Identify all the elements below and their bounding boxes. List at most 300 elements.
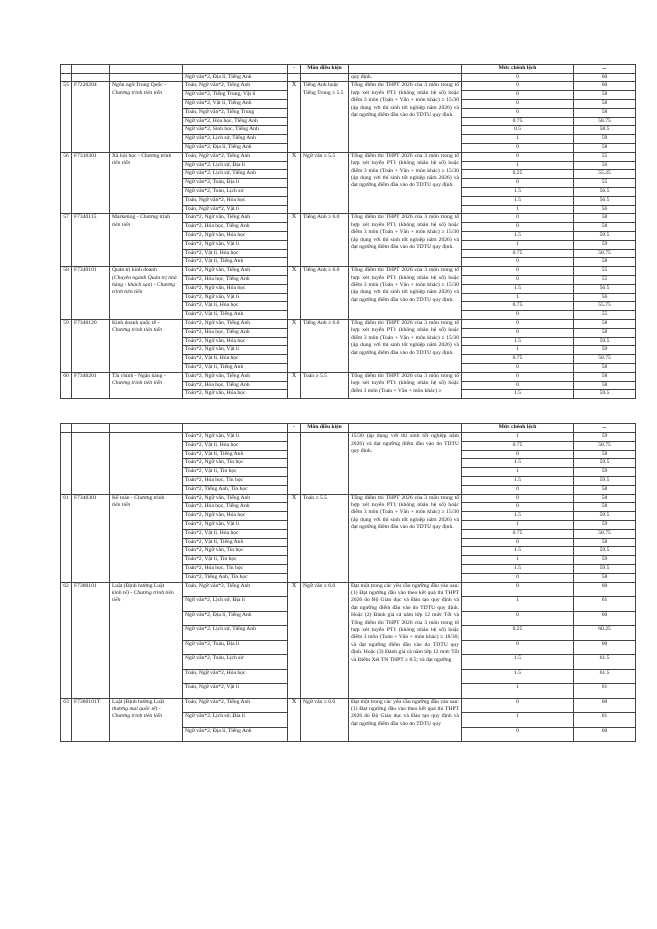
diem-cell: 60 (574, 640, 636, 655)
chenh-lech-cell: 1.5 (462, 655, 574, 670)
mon-dieu-kien-cell: Ngữ văn ≥ 6.0 (301, 698, 349, 742)
program-name-main: Tài chính - Ngân hàng - (112, 372, 166, 379)
chenh-lech-cell: 0.75 (462, 249, 574, 258)
chenh-lech-cell: 0.25 (462, 626, 574, 641)
program-name (110, 82, 183, 152)
mon-dieu-kien-cell: Toán ≥ 5.5 (301, 372, 349, 398)
x-mark: X (288, 582, 301, 698)
diem-cell: 58 (574, 91, 636, 100)
diem-cell: 58.75 (574, 249, 636, 258)
combo-cell: Ngữ văn*2, Địa lí, Tiếng Anh (183, 74, 288, 82)
diem-cell: 60 (574, 698, 636, 713)
diem-cell: 59.5 (574, 565, 636, 574)
chenh-lech-cell: 1 (462, 161, 574, 170)
mon-dieu-kien-cell: Ngữ văn ≥ 6.0 (301, 582, 349, 698)
combo-cell: Toán*2, Hóa học, Tiếng Anh (183, 381, 288, 390)
diem-cell: 61 (574, 684, 636, 699)
program-stt: 57 (61, 214, 72, 267)
blank-cell (61, 74, 72, 82)
combo-cell: Toán*2, Ngữ văn, Vật lí (183, 240, 288, 249)
admission-table-part-1 (60, 64, 636, 399)
combo-cell: Toán*2, Vật lí, Tiếng Anh (183, 538, 288, 547)
combo-cell: Toán*2, Vật lí, Hóa học (183, 441, 288, 450)
combo-cell: Toán*2, Ngữ văn, Hóa học (183, 512, 288, 521)
diem-cell: 59.5 (574, 459, 636, 468)
combo-cell: Ngữ văn*2, Địa lí, Tiếng Anh (183, 143, 288, 152)
blank-cell (301, 433, 349, 495)
chenh-lech-cell: 0 (462, 143, 574, 152)
x-mark: X (288, 214, 301, 267)
diem-cell: 58 (574, 143, 636, 152)
chenh-lech-cell: 1 (462, 135, 574, 144)
condition-cell: Tổng điểm thi THPT 2026 của 3 môn trong tổ hợp xét tuyển PT1 (không nhân hệ số) hoặc điểm 3 môn (Toán + Văn + môn khác) ≥ 15/30 (áp dụng với thí sinh tốt nghiệp năm 2026) và đạt ngưỡng điểm đầu vào do TDTU quy định. (349, 152, 462, 214)
table-row (61, 267, 636, 276)
diem-cell: 59.5 (574, 512, 636, 521)
combo-cell: Toán*2, Ngữ văn, Tiếng Anh (183, 319, 288, 328)
x-mark: X (288, 152, 301, 214)
combo-cell: Toán*2, Ngữ văn, Hóa học (183, 231, 288, 240)
diem-cell: 56.5 (574, 187, 636, 196)
blank-cell (61, 433, 72, 495)
program-stt: 59 (61, 319, 72, 372)
diem-cell: 58.75 (574, 529, 636, 538)
combo-cell: Toán*2, Vật lí, Tiếng Anh (183, 258, 288, 267)
diem-cell: 59 (574, 240, 636, 249)
condition-cell: Tổng điểm thi THPT 2026 của 3 môn trong tổ hợp xét tuyển PT1 (không nhân hệ số) hoặc điểm 3 môn (Toán + Văn + môn khác) ≥ 15/30 (áp dụng với thí sinh tốt nghiệp năm 2026) và đạt ngưỡng điểm đầu vào do TDTU quy định. (349, 267, 462, 320)
x-mark: X (288, 494, 301, 582)
x-mark: X (288, 698, 301, 742)
program-code: F7340101 (72, 267, 110, 320)
combo-cell: Toán*2, Hóa học, Tin học (183, 477, 288, 486)
x-mark: X (288, 372, 301, 398)
chenh-lech-cell: 1 (462, 293, 574, 302)
chenh-lech-cell: 0 (462, 258, 574, 267)
condition-cell: quy định. (349, 74, 462, 82)
diem-cell: 58 (574, 381, 636, 390)
diem-cell: 58 (574, 223, 636, 232)
condition-cell: Tổng điểm thi THPT 2026 của 3 môn trong tổ hợp xét tuyển PT1 (không nhân hệ số) hoặc điểm 3 môn (Toán + Văn + môn khác) ≥ 15/30 (áp dụng với thí sinh tốt nghiệp năm 2026) và đạt ngưỡng điểm đầu vào do TDTU quy định. (349, 494, 462, 582)
combo-cell: Toán, Ngữ văn*2, Tiếng Anh (183, 698, 288, 713)
program-stt: 60 (61, 372, 72, 398)
chenh-lech-cell: 0.75 (462, 117, 574, 126)
condition-cell: Đạt một trong các yêu cầu ngưỡng đầu vào sau: (1) Đạt ngưỡng đầu vào theo kết quả thi THPT 2026 do Bộ Giáo dục và Đào tạo quy định và đạt ngưỡng điểm đầu vào do TDTU quy (349, 698, 462, 742)
combo-cell: Toán*2, Ngữ văn, Vật lí (183, 433, 288, 442)
diem-cell: 58 (574, 100, 636, 109)
combo-cell: Toán*2, Ngữ văn, Tin học (183, 459, 288, 468)
chenh-lech-cell: 1 (462, 468, 574, 477)
program-code: F7340120 (72, 319, 110, 372)
condition-cell: Tổng điểm thi THPT 2026 của 3 môn trong tổ hợp xét tuyển PT1 (không nhân hệ số) hoặc điểm 3 môn (Toán + Văn + môn khác) ≥ 15/30 (áp dụng với thí sinh tốt nghiệp năm 2026) và đạt ngưỡng điểm đầu vào do TDTU quy định. (349, 214, 462, 267)
condition-cell: Tổng điểm thi THPT 2026 của 3 môn trong tổ hợp xét tuyển PT1 (không nhân hệ số) hoặc điểm 3 môn (Toán + Văn + môn khác) ≥ (349, 372, 462, 398)
combo-cell: Toán, Ngữ văn*2, Vật lí (183, 205, 288, 214)
diem-cell: 59 (574, 433, 636, 442)
header-muc-chenh-lech-2: Mức chênh lệch (462, 424, 574, 433)
table-row (61, 433, 636, 442)
chenh-lech-cell: 1.5 (462, 187, 574, 196)
diem-cell: 58 (574, 372, 636, 381)
chenh-lech-cell: 0 (462, 275, 574, 284)
chenh-lech-cell: 0 (462, 82, 574, 91)
diem-cell: 58 (574, 573, 636, 582)
diem-cell: 58 (574, 258, 636, 267)
combo-cell: Toán*2, Ngữ văn, Vật lí (183, 346, 288, 355)
chenh-lech-cell: 0.25 (462, 170, 574, 179)
chenh-lech-cell: 1.5 (462, 547, 574, 556)
combo-cell: Toán*2, Vật lí, Hóa học (183, 302, 288, 311)
program-name-sub: tiên tiến (112, 160, 131, 167)
combo-cell: Toán, Ngữ văn*2, Tiếng Anh (183, 152, 288, 161)
diem-cell: 56 (574, 161, 636, 170)
chenh-lech-cell: 1.5 (462, 669, 574, 684)
combo-cell: Toán*2, Ngữ văn, Tiếng Anh (183, 267, 288, 276)
header-mon-dieu-kien: Môn điều kiện (301, 65, 349, 74)
combo-cell: Toán*2, Vật lí, Tiếng Anh (183, 450, 288, 459)
diem-cell: 58.5 (574, 126, 636, 135)
chenh-lech-cell: 0 (462, 363, 574, 372)
diem-cell: 58 (574, 214, 636, 223)
chenh-lech-cell: 0 (462, 214, 574, 223)
combo-cell: Toán*2, Vật lí, Tiếng Anh (183, 311, 288, 320)
chenh-lech-cell: 0 (462, 328, 574, 337)
table-row (61, 152, 636, 161)
mon-dieu-kien-cell: Tiếng Anh ≥ 6.0 (301, 214, 349, 267)
diem-cell: 58 (574, 485, 636, 494)
diem-cell: 59 (574, 521, 636, 530)
chenh-lech-cell: 1 (462, 346, 574, 355)
chenh-lech-cell: 0 (462, 74, 574, 82)
diem-cell: 59.5 (574, 390, 636, 399)
header-dot: - (288, 65, 301, 74)
combo-cell: Toán*2, Ngữ văn, Tiếng Anh (183, 214, 288, 223)
diem-cell: 58 (574, 538, 636, 547)
combo-cell: Toán*2, Vật lí, Tin học (183, 556, 288, 565)
program-stt: 63 (61, 698, 72, 742)
table-row (61, 74, 636, 82)
combo-cell: Toán*2, Ngữ văn, Vật lí (183, 293, 288, 302)
combo-cell: Toán*2, Ngữ văn, Vật lí (183, 521, 288, 530)
program-name (110, 319, 183, 372)
combo-cell: Toán*2, Ngữ văn, Tin học (183, 547, 288, 556)
blank-cell (72, 433, 110, 495)
combo-cell: Ngữ văn*2, Lịch sử, Địa lí (183, 597, 288, 612)
chenh-lech-cell: 0 (462, 698, 574, 713)
table-row (61, 494, 636, 503)
combo-cell: Toán*2, Hóa học, Tiếng Anh (183, 275, 288, 284)
diem-cell: 55 (574, 275, 636, 284)
chenh-lech-cell: 1.5 (462, 512, 574, 521)
chenh-lech-cell: 0 (462, 179, 574, 188)
condition-cell: Tổng điểm thi THPT 2026 của 3 môn trong tổ hợp xét tuyển PT1 (không nhân hệ số) hoặc điểm 3 môn (Toán + Văn + môn khác) ≥ 15/30 (áp dụng với thí sinh tốt nghiệp năm 2026) và đạt ngưỡng điểm đầu vào do TDTU quy định. (349, 319, 462, 372)
condition-cell: Đạt một trong các yêu cầu ngưỡng đầu vào sau: (1) Đạt ngưỡng đầu vào theo kết quả thi THPT 2026 do Bộ Giáo dục và Đào tạo quy định và đạt ngưỡng điểm đầu vào do TDTU quy định. Hoặc (2) Đánh giá cả năm lớp 12 mức Tốt và Tổng điểm thi THPT 2026 của 3 môn trong tổ hợp xét tuyển PT1 (không nhân hệ số) hoặc điểm 3 môn (Toán + Văn + môn khác) ≥ 18/30; và đạt ngưỡng điểm đầu vào do TDTU quy định. Hoặc (3) Đánh giá cả năm lớp 12 mức Tốt và Điểm Xét TN THPT ≥ 8.5; và đạt ngưỡng (349, 582, 462, 698)
chenh-lech-cell: 0 (462, 108, 574, 117)
diem-cell: 61.5 (574, 669, 636, 684)
diem-cell: 55 (574, 179, 636, 188)
chenh-lech-cell: 1.5 (462, 477, 574, 486)
mon-dieu-kien-cell: Tiếng Anh hoặc Tiếng Trung ≥ 5.5 (301, 82, 349, 152)
program-stt: 62 (61, 582, 72, 698)
header-last-col: ... (574, 65, 636, 74)
diem-cell: 60 (574, 74, 636, 82)
program-name-sub: thương mại quốc tế) - Chương trình tiên tiến (112, 706, 163, 720)
combo-cell: Toán*2, Ngữ văn, Hóa học (183, 390, 288, 399)
chenh-lech-cell: 1 (462, 433, 574, 442)
condition-cell: 15/30 (áp dụng với thí sinh tốt nghiệp năm 2026) và đạt ngưỡng điểm đầu vào do TDTU quy định. (349, 433, 462, 495)
diem-cell: 60.25 (574, 626, 636, 641)
combo-cell: Ngữ văn*2, Toán, Địa lí (183, 640, 288, 655)
chenh-lech-cell: 0 (462, 100, 574, 109)
diem-cell: 58 (574, 363, 636, 372)
blank-cell (110, 433, 183, 495)
chenh-lech-cell: 1.5 (462, 196, 574, 205)
combo-cell: Toán, Ngữ văn*2, Tiếng Anh (183, 582, 288, 597)
mon-dieu-kien-cell: Ngữ văn ≥ 5.5 (301, 152, 349, 214)
header-blank (61, 65, 72, 74)
combo-cell: Toán*2, Ngữ văn, Hóa học (183, 284, 288, 293)
program-name-main: Ngôn ngữ Trung Quốc - (112, 82, 167, 89)
chenh-lech-cell: 0 (462, 381, 574, 390)
diem-cell: 60 (574, 611, 636, 626)
chenh-lech-cell: 0.75 (462, 355, 574, 364)
chenh-lech-cell: 0.75 (462, 302, 574, 311)
chenh-lech-cell: 1 (462, 521, 574, 530)
header-dot-2: - (288, 424, 301, 433)
combo-cell: Toán, Ngữ văn*2, Vật lí (183, 684, 288, 699)
diem-cell: 58 (574, 328, 636, 337)
chenh-lech-cell: 0 (462, 494, 574, 503)
program-name (110, 372, 183, 398)
combo-cell: Ngữ văn*2, Vật lí, Tiếng Anh (183, 100, 288, 109)
program-name (110, 494, 183, 582)
combo-cell: Toán*2, Vật lí, Hóa học (183, 529, 288, 538)
program-name-sub: tiên tiến (112, 221, 131, 228)
chenh-lech-cell: 0 (462, 372, 574, 381)
program-name-main: Kinh doanh quốc tế - (112, 319, 160, 326)
program-name-sub: Chương trình tiên tiến (112, 327, 163, 334)
x-mark: X (288, 319, 301, 372)
combo-cell: Toán*2, Vật lí, Tiếng Anh (183, 363, 288, 372)
chenh-lech-cell: 1 (462, 240, 574, 249)
header-mon-dieu-kien-2: Môn điều kiện (301, 424, 349, 433)
chenh-lech-cell: 0 (462, 91, 574, 100)
diem-cell: 56 (574, 293, 636, 302)
diem-cell: 59 (574, 135, 636, 144)
program-stt: 61 (61, 494, 72, 582)
header-last-col-2: ... (574, 424, 636, 433)
program-name-main: Luật (Định hướng Luật (112, 698, 165, 705)
program-name-main: Marketing - Chương trình (112, 214, 171, 221)
chenh-lech-cell: 0 (462, 582, 574, 597)
diem-cell: 60 (574, 727, 636, 742)
chenh-lech-cell: 1 (462, 597, 574, 612)
diem-cell: 61 (574, 597, 636, 612)
blank-cell (288, 433, 301, 495)
program-name-sub: (Chuyên ngành Quản trị nhà hàng - khách sạn) - Chương trình tiên tiến (112, 274, 177, 296)
program-stt: 55 (61, 82, 72, 152)
combo-cell: Toán*2, Hóa học, Tiếng Anh (183, 503, 288, 512)
program-name-main: Quản trị kinh doanh (112, 267, 157, 274)
program-code: F7220204 (72, 82, 110, 152)
diem-cell: 58 (574, 450, 636, 459)
combo-cell: Toán*2, Tiếng Anh, Tin học (183, 573, 288, 582)
diem-cell: 56.5 (574, 196, 636, 205)
program-code: F7340301 (72, 494, 110, 582)
program-stt: 58 (61, 267, 72, 320)
chenh-lech-cell: 0 (462, 640, 574, 655)
chenh-lech-cell: 0 (462, 611, 574, 626)
chenh-lech-cell: 0.5 (462, 126, 574, 135)
program-name-sub: Chương trình tiên tiến (112, 89, 163, 96)
chenh-lech-cell: 0.75 (462, 441, 574, 450)
table-row (61, 319, 636, 328)
admission-table-part-2 (60, 423, 636, 742)
condition-cell: Tổng điểm thi THPT 2026 của 3 môn trong tổ hợp xét tuyển PT1 (không nhân hệ số) hoặc điểm 3 môn (Toán + Văn + môn khác) ≥ 15/30 (áp dụng với thí sinh tốt nghiệp năm 2026) và đạt ngưỡng điểm đầu vào do TDTU quy định. (349, 82, 462, 152)
mon-dieu-kien-cell: Toán ≥ 5.5 (301, 494, 349, 582)
x-mark: X (288, 82, 301, 152)
chenh-lech-cell: 1.5 (462, 284, 574, 293)
table-row (61, 214, 636, 223)
chenh-lech-cell: 0 (462, 311, 574, 320)
chenh-lech-cell: 1.5 (462, 390, 574, 399)
combo-cell: Ngữ văn*2, Lịch sử, Địa lí (183, 713, 288, 728)
diem-cell: 60 (574, 82, 636, 91)
diem-cell: 61 (574, 713, 636, 728)
chenh-lech-cell: 0 (462, 538, 574, 547)
program-name (110, 267, 183, 320)
diem-cell: 58.75 (574, 355, 636, 364)
chenh-lech-cell: 0 (462, 727, 574, 742)
chenh-lech-cell: 1 (462, 205, 574, 214)
program-name (110, 152, 183, 214)
program-name-sub: kinh tế) - Chương trình tiên tiến (112, 590, 174, 604)
diem-cell: 59.5 (574, 477, 636, 486)
program-name-main: Kế toán - Chương trình (112, 494, 165, 501)
combo-cell: Ngữ văn*2, Địa lí, Tiếng Anh (183, 611, 288, 626)
chenh-lech-cell: 0 (462, 223, 574, 232)
combo-cell: Toán*2, Vật lí, Tin học (183, 468, 288, 477)
mon-dieu-kien-cell: Tiếng Anh ≥ 6.0 (301, 319, 349, 372)
program-name (110, 698, 183, 742)
diem-cell: 59.5 (574, 231, 636, 240)
program-code: F7310301 (72, 152, 110, 214)
diem-cell: 58 (574, 108, 636, 117)
chenh-lech-cell: 1 (462, 684, 574, 699)
diem-cell: 58 (574, 494, 636, 503)
combo-cell: Ngữ văn*2, Tiếng Trung, Vật lí (183, 91, 288, 100)
table-row (61, 372, 636, 381)
diem-cell: 59 (574, 468, 636, 477)
chenh-lech-cell: 1.5 (462, 565, 574, 574)
combo-cell: Ngữ văn*2, Toán, Địa lí (183, 179, 288, 188)
combo-cell: Toán*2, Hóa học, Tiếng Anh (183, 328, 288, 337)
program-code: F7380101 (72, 582, 110, 698)
diem-cell: 59.5 (574, 337, 636, 346)
diem-cell: 58.75 (574, 441, 636, 450)
diem-cell: 58.75 (574, 117, 636, 126)
program-name (110, 582, 183, 698)
chenh-lech-cell: 1.5 (462, 231, 574, 240)
blank-cell (110, 74, 183, 82)
chenh-lech-cell: 0 (462, 485, 574, 494)
admission-table-page (60, 64, 635, 742)
blank-cell (72, 74, 110, 82)
program-name (110, 214, 183, 267)
combo-cell: Ngữ văn*2, Toán, Lịch sử (183, 655, 288, 670)
chenh-lech-cell: 0 (462, 267, 574, 276)
program-name-sub: tiên tiến (112, 502, 131, 509)
combo-cell: Ngữ văn*2, Lịch sử, Tiếng Anh (183, 135, 288, 144)
mon-dieu-kien-cell: Tiếng Anh ≥ 6.0 (301, 267, 349, 320)
combo-cell: Ngữ văn*2, Hóa học, Tiếng Anh (183, 117, 288, 126)
combo-cell: Ngữ văn*2, Toán, Lịch sử (183, 187, 288, 196)
combo-cell: Toán*2, Hóa học, Tin học (183, 565, 288, 574)
combo-cell: Toán*2, Ngữ văn, Tiếng Anh (183, 372, 288, 381)
combo-cell: Toán*2, Vật lí, Hóa học (183, 249, 288, 258)
diem-cell: 55 (574, 267, 636, 276)
program-name-main: Luật (Định hướng Luật (112, 582, 165, 589)
chenh-lech-cell: 0 (462, 319, 574, 328)
combo-cell: Toán*2, Ngữ văn, Hóa học (183, 337, 288, 346)
combo-cell: Ngữ văn*2, Địa lí, Tiếng Anh (183, 727, 288, 742)
chenh-lech-cell: 0 (462, 152, 574, 161)
combo-cell: Toán, Ngữ văn*2, Tiếng Anh (183, 82, 288, 91)
table-row (61, 698, 636, 713)
program-name-sub: Chương trình tiên tiến (112, 380, 163, 387)
diem-cell: 59.5 (574, 547, 636, 556)
chenh-lech-cell: 0.75 (462, 529, 574, 538)
combo-cell: Ngữ văn*2, Sinh học, Tiếng Anh (183, 126, 288, 135)
chenh-lech-cell: 0 (462, 450, 574, 459)
combo-cell: Toán*2, Tiếng Anh, Tin học (183, 485, 288, 494)
diem-cell: 55 (574, 152, 636, 161)
combo-cell: Toán*2, Vật lí, Hóa học (183, 355, 288, 364)
program-name-main: Xã hội học - Chương trình (112, 152, 172, 159)
program-code: F7340115 (72, 214, 110, 267)
table-row (61, 582, 636, 597)
chenh-lech-cell: 1 (462, 713, 574, 728)
blank-cell (301, 74, 349, 82)
program-code: F7340201 (72, 372, 110, 398)
diem-cell: 55 (574, 311, 636, 320)
diem-cell: 56.5 (574, 284, 636, 293)
diem-cell: 59 (574, 346, 636, 355)
blank-cell (288, 74, 301, 82)
header-muc-chenh-lech: Mức chênh lệch (462, 65, 574, 74)
program-stt: 56 (61, 152, 72, 214)
combo-cell: Toán, Ngữ văn*2, Hóa học (183, 669, 288, 684)
diem-cell: 59 (574, 556, 636, 565)
combo-cell: Toán, Ngữ văn*2, Hóa học (183, 196, 288, 205)
diem-cell: 56 (574, 205, 636, 214)
combo-cell: Toán*2, Hóa học, Tiếng Anh (183, 223, 288, 232)
combo-cell: Toán*2, Ngữ văn, Tiếng Anh (183, 494, 288, 503)
table-row (61, 82, 636, 91)
diem-cell: 58 (574, 319, 636, 328)
diem-cell: 55.75 (574, 302, 636, 311)
diem-cell: 60 (574, 582, 636, 597)
chenh-lech-cell: 0 (462, 573, 574, 582)
chenh-lech-cell: 1.5 (462, 459, 574, 468)
combo-cell: Toán, Ngữ văn*2, Tiếng Trung (183, 108, 288, 117)
x-mark: X (288, 267, 301, 320)
diem-cell: 55.25 (574, 170, 636, 179)
combo-cell: Ngữ văn*2, Lịch sử, Tiếng Anh (183, 170, 288, 179)
program-code: F7380101T (72, 698, 110, 742)
chenh-lech-cell: 1.5 (462, 337, 574, 346)
diem-cell: 58 (574, 503, 636, 512)
combo-cell: Ngữ văn*2, Lịch sử, Tiếng Anh (183, 626, 288, 641)
chenh-lech-cell: 1 (462, 556, 574, 565)
combo-cell: Ngữ văn*2, Lịch sử, Địa lí (183, 161, 288, 170)
